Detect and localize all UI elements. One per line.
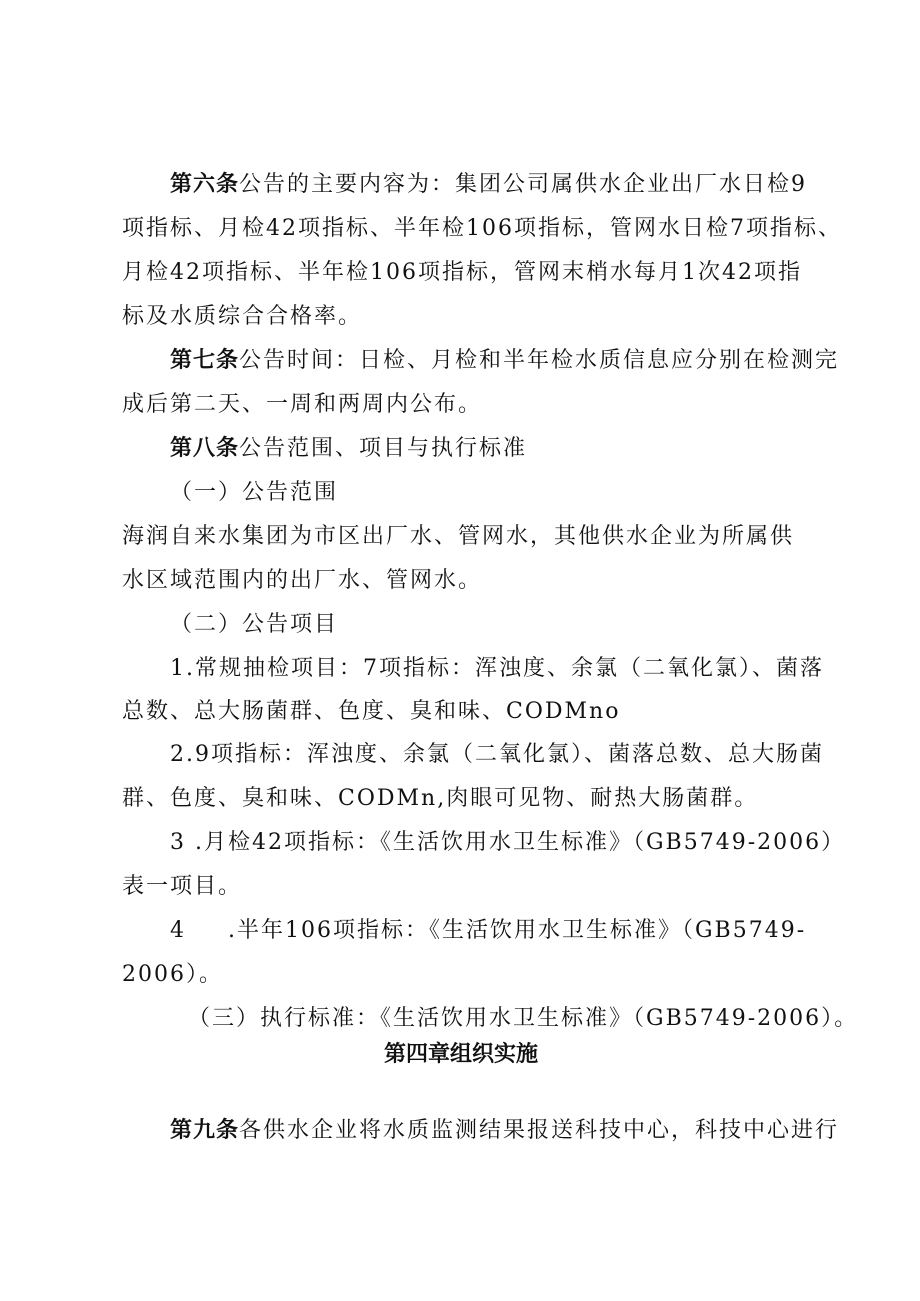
article-8-line-1 — [170, 434, 527, 464]
article-6-text: 公告的主要内容为：集团公司属供水企业出厂水日检9 — [239, 172, 808, 197]
article-7-text: 公告时间：日检、月检和半年检水质信息应分别在检测完 — [239, 348, 840, 373]
article-7-label: 第七条 — [170, 348, 240, 373]
standard-line: （三）执行标准：《生活饮用水卫生标准》（GB5749-2006）。 — [188, 1006, 859, 1031]
scope-line-2: 水区域范围内的出厂水、管网水。 — [122, 568, 483, 593]
item-1-line-1: 1.常规抽检项目：7项指标：浑浊度、余氯（二氧化氯）、菌落 — [170, 656, 824, 681]
scope-heading: （一）公告范围 — [170, 480, 339, 505]
article-6-line-1 — [170, 170, 807, 200]
article-7-line-2: 成后第二天、一周和两周内公布。 — [122, 392, 483, 417]
item-3-line-2: 表一项目。 — [122, 874, 243, 899]
item-4-number: 4 — [170, 918, 186, 943]
item-2-line-1: 2.9项指标：浑浊度、余氯（二氧化氯）、菌落总数、总大肠菌 — [170, 742, 824, 767]
article-6-line-3: 月检42项指标、半年检106项指标，管网末梢水每月1次42项指 — [122, 260, 802, 285]
article-9-label: 第九条 — [170, 1118, 240, 1143]
article-8-title: 公告范围、项目与执行标准 — [239, 436, 528, 461]
scope-line-1: 海润自来水集团为市区出厂水、管网水，其他供水企业为所属供 — [122, 524, 795, 549]
article-9-line-1 — [170, 1116, 839, 1146]
item-3-line-1: 3 .月检42项指标：《生活饮用水卫生标准》（GB5749-2006） — [170, 830, 846, 855]
article-7-line-1 — [170, 346, 839, 376]
chapter-4-title: 第四章组织实施 — [384, 1042, 539, 1067]
item-4-line-2: 2006）。 — [122, 962, 223, 987]
item-4-line-1 — [170, 916, 806, 946]
article-6-label: 第六条 — [170, 172, 240, 197]
item-4-text: .半年106项指标：《生活饮用水卫生标准》（GB5749- — [228, 918, 807, 943]
item-2-line-2: 群、色度、臭和味、CODMn,肉眼可见物、耐热大肠菌群。 — [122, 786, 759, 811]
article-9-text: 各供水企业将水质监测结果报送科技中心，科技中心进行 — [239, 1118, 840, 1143]
items-heading: （二）公告项目 — [170, 612, 339, 637]
article-6-line-2: 项指标、月检42项指标、半年检106项指标，管网水日检7项指标、 — [122, 216, 842, 241]
article-6-line-4: 标及水质综合合格率。 — [122, 304, 363, 329]
item-1-line-2: 总数、总大肠菌群、色度、臭和味、CODMno — [122, 699, 621, 724]
article-8-label: 第八条 — [170, 436, 240, 461]
